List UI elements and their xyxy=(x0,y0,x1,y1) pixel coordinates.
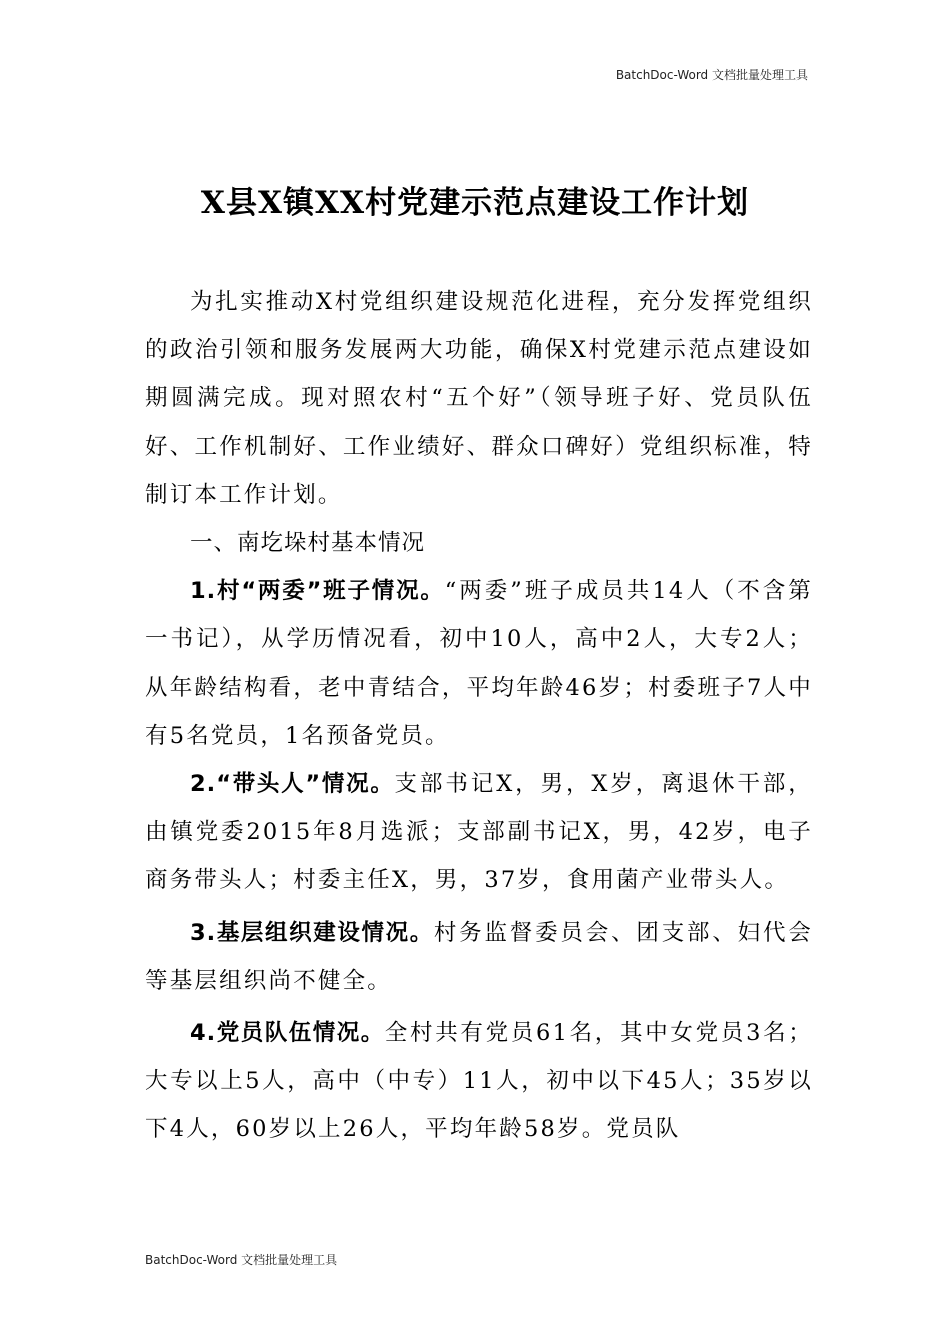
item-paragraph-grassroots xyxy=(145,909,813,1005)
item-text-grassroots: 村务监督委员会、团支部、妇代会等基层组织尚不健全。 xyxy=(145,919,813,994)
item-paragraph-leaders xyxy=(145,760,813,905)
page-footer-note: BatchDoc-Word 文档批量处理工具 xyxy=(145,1253,338,1267)
page-header-note: BatchDoc-Word 文档批量处理工具 xyxy=(615,68,808,82)
item-paragraph-committee xyxy=(145,567,813,760)
item-paragraph-members xyxy=(145,1009,813,1154)
item-text-members: 全村共有党员61名，其中女党员3名；大专以上5人，高中（中专）11人，初中以下45人；35岁以下4人，60岁以上26人，平均年龄58岁。党员队 xyxy=(145,1020,813,1143)
item-lead-committee: 1.村“两委”班子情况。 xyxy=(190,578,445,605)
item-lead-grassroots: 3.基层组织建设情况。 xyxy=(190,919,434,946)
item-text-leaders: 支部书记X，男，X岁，离退休干部，由镇党委2015年8月选派；支部副书记X，男，42岁，电子商务带头人；村委主任X，男，37岁，食用菌产业带头人。 xyxy=(145,771,814,894)
section-heading-basic-situation: 一、南圪垛村基本情况 xyxy=(190,530,426,557)
item-lead-members: 4.党员队伍情况。 xyxy=(190,1020,385,1047)
item-text-committee: “两委”班子成员共14人（不含第一书记），从学历情况看，初中10人，高中2人，大专2人；从年龄结构看，老中青结合，平均年龄46岁；村委班子7人中有5名党员，1名预备党员。 xyxy=(145,578,813,749)
document-body xyxy=(145,278,813,1154)
item-lead-leaders: 2.“带头人”情况。 xyxy=(190,771,395,798)
intro-paragraph: 为扎实推动X村党组织建设规范化进程，充分发挥党组织的政治引领和服务发展两大功能，确保X村党建示范点建设如期圆满完成。现对照农村“五个好”（领导班子好、党员队伍好、工作机制好、工作业绩好、群众口碑好）党组织标准，特制订本工作计划。 xyxy=(145,289,813,508)
document-title: X县X镇XX村党建示范点建设工作计划 xyxy=(200,185,750,221)
